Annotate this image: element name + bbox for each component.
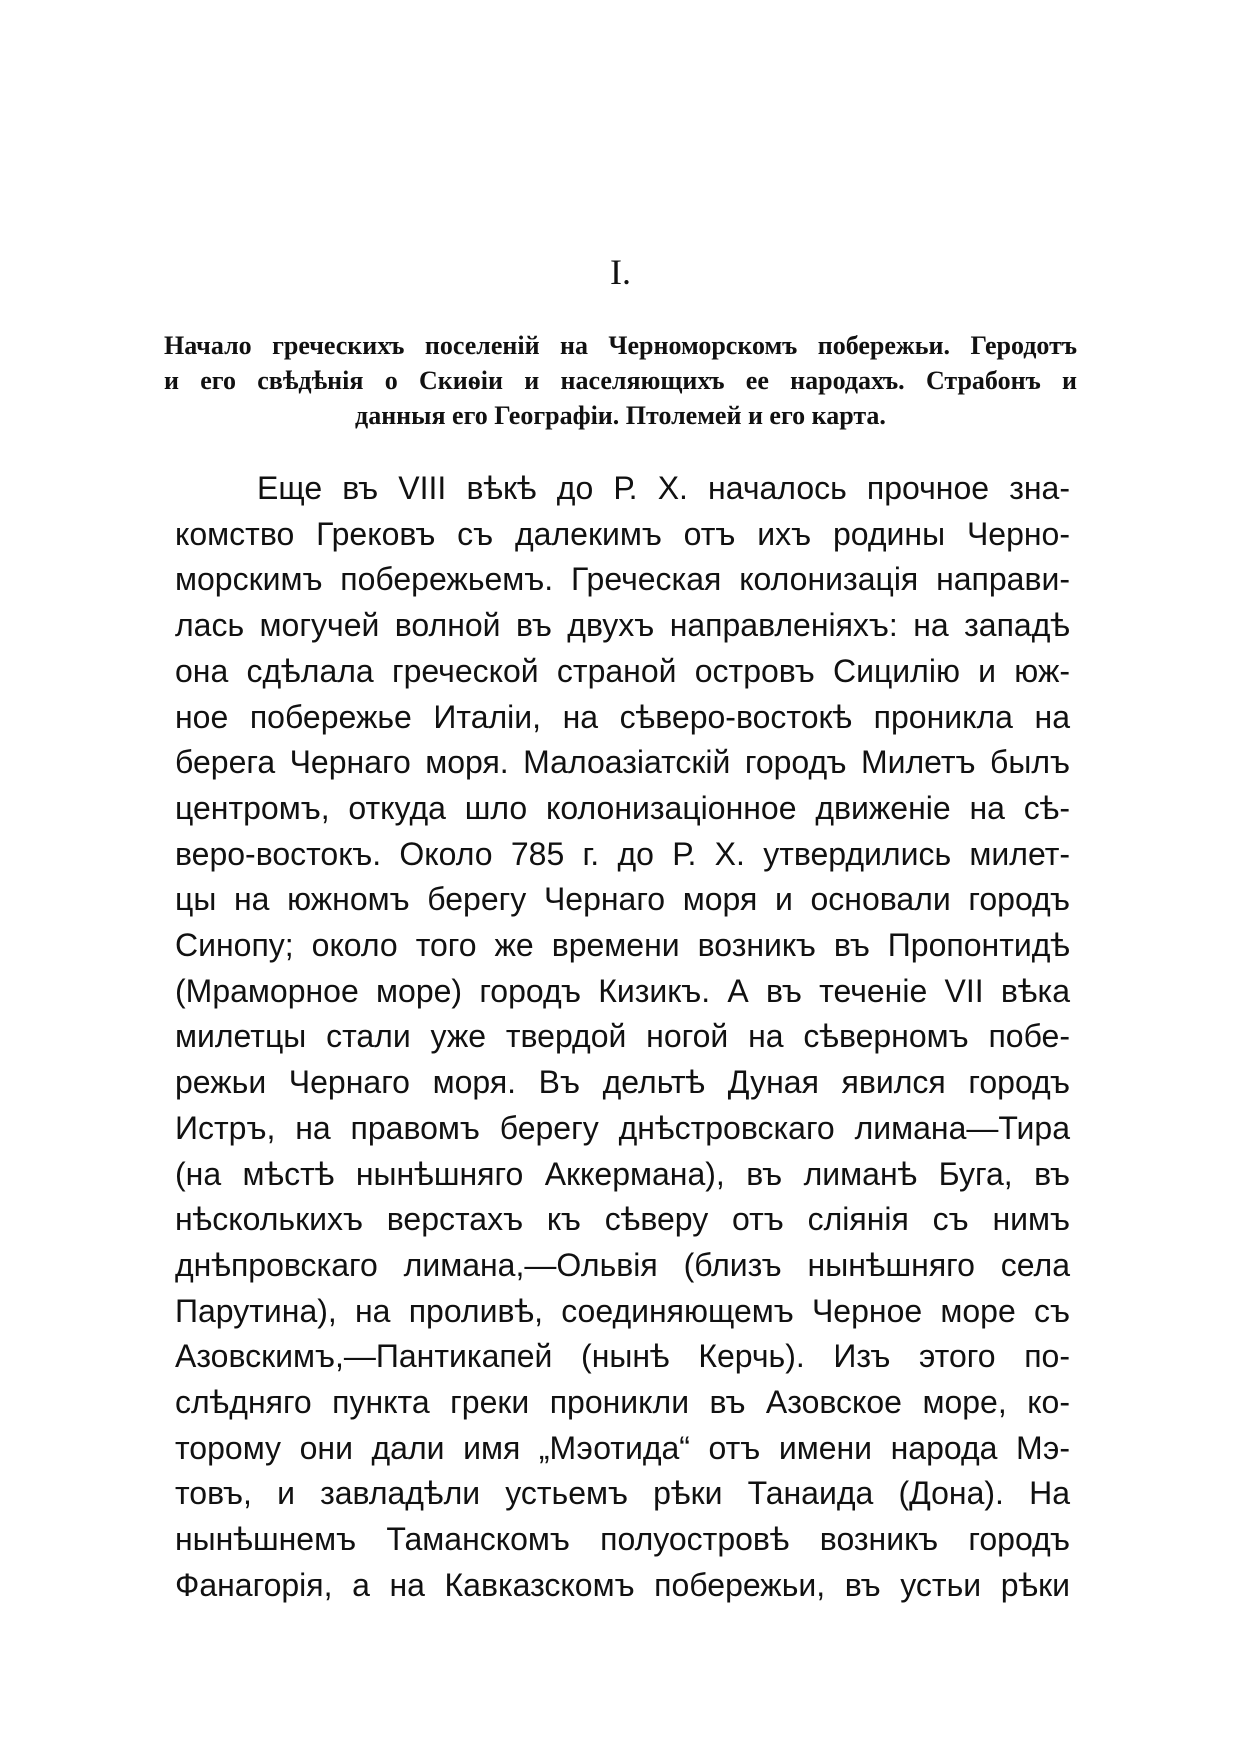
text-line: слѣдняго пункта греки проникли въ Азовское море, ко- — [175, 1384, 1070, 1421]
text-line: центромъ, откуда шло колонизаціонное движеніе на сѣ- — [175, 789, 1070, 826]
text-line: режьи Чернаго моря. Въ дельтѣ Дуная явился городъ — [175, 1064, 1070, 1101]
summary-line: Начало греческихъ поселеній на Черноморскомъ побережьи. Геродотъ — [164, 331, 1077, 360]
text-line: Еще въ VIII вѣкѣ до Р. Х. началось прочное зна- — [257, 470, 1070, 506]
chapter-summary — [164, 328, 1077, 433]
text-line: морскимъ побережьемъ. Греческая колонизація направи- — [175, 561, 1070, 598]
text-line: милетцы стали уже твердой ногой на сѣверномъ побе- — [175, 1018, 1070, 1055]
text-line: веро-востокъ. Около 785 г. до Р. Х. утвердились милет- — [175, 835, 1070, 872]
text-line: товъ, и завладѣли устьемъ рѣки Танаида (Дона). На — [175, 1475, 1070, 1512]
text-line: комство Грековъ съ далекимъ отъ ихъ родины Черно- — [175, 515, 1070, 552]
body-paragraph — [175, 466, 1070, 1609]
text-line: нѣсколькихъ верстахъ къ сѣверу отъ сліянія съ нимъ — [175, 1201, 1070, 1238]
summary-line: данныя его Географіи. Птолемей и его карта. — [355, 401, 886, 430]
text-line: она сдѣлала греческой страной островъ Сицилію и юж- — [175, 652, 1070, 689]
text-line: Фанагорія, а на Кавказскомъ побережьи, въ устьи рѣки — [175, 1566, 1070, 1603]
text-line: Азовскимъ,—Пантикапей (нынѣ Керчь). Изъ этого по- — [175, 1338, 1070, 1375]
text-line: лась могучей волной въ двухъ направленіяхъ: на западѣ — [175, 607, 1070, 644]
text-line: торому они дали имя „Мэотида“ отъ имени народа Мэ- — [175, 1429, 1070, 1466]
text-line: Синопу; около того же времени возникъ въ Пропонтидѣ — [175, 927, 1070, 964]
text-line: нынѣшнемъ Таманскомъ полуостровѣ возникъ городъ — [175, 1521, 1070, 1558]
text-line: (на мѣстѣ нынѣшняго Аккермана), въ лиманѣ Буга, въ — [175, 1155, 1070, 1192]
text-line: днѣпровскаго лимана,—Ольвія (близъ нынѣшняго села — [175, 1246, 1070, 1283]
summary-line: и его свѣдѣнія о Скиѳіи и населяющихъ ее народахъ. Страбонъ и — [164, 366, 1077, 395]
text-line: Парутина), на проливѣ, соединяющемъ Черное море съ — [175, 1292, 1070, 1329]
chapter-number: I. — [610, 252, 631, 292]
text-line: Истръ, на правомъ берегу днѣстровскаго лимана—Тира — [175, 1109, 1070, 1146]
text-line: цы на южномъ берегу Чернаго моря и основали городъ — [175, 881, 1070, 918]
text-line: ное побережье Италіи, на сѣверо-востокѣ проникла на — [175, 698, 1070, 735]
text-line: берега Чернаго моря. Малоазіатскій городъ Милетъ былъ — [175, 744, 1070, 781]
text-line: (Мраморное море) городъ Кизикъ. А въ теченіе VII вѣка — [175, 972, 1070, 1009]
